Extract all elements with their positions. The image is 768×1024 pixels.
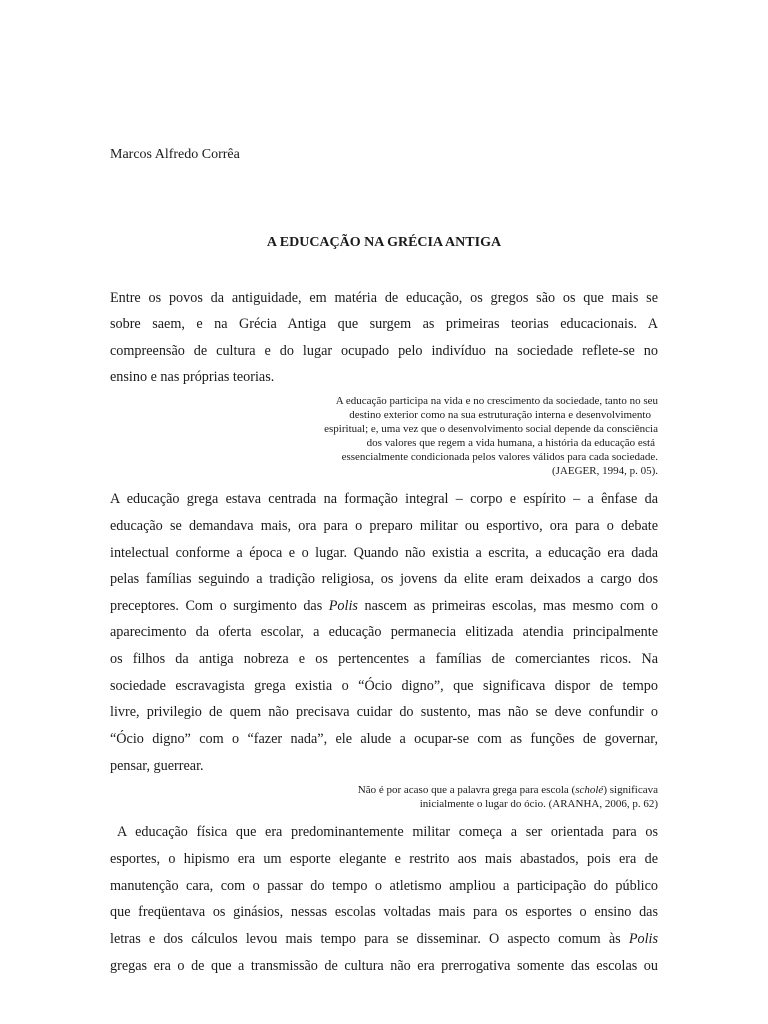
paragraph-3-line <box>110 930 658 948</box>
text-run: nascem as primeiras escolas, mas mesmo com o <box>357 598 658 614</box>
text-run: Não é por acaso que a palavra grega para escola ( <box>357 784 576 796</box>
italic-term-polis: Polis <box>328 598 358 614</box>
text-run: letras e dos cálculos levou mais tempo para se disseminar. O aspecto comum às <box>110 931 629 947</box>
paragraph-2-line: livre, privilegio de quem não precisava cuidar do sustento, mas não se deve confundir o <box>110 704 658 720</box>
text-run: ) significava <box>603 784 658 796</box>
paragraph-1-line: sobre saem, e na Grécia Antiga que surgem as primeiras teorias educacionais. A <box>110 316 658 332</box>
paragraph-2-line: sociedade escravagista grega existia o “Ócio digno”, que significava dispor de tempo <box>110 678 658 694</box>
paragraph-2-line: educação se demandava mais, ora para o preparo militar ou esportivo, ora para o debate <box>110 518 658 534</box>
document-title: A EDUCAÇÃO NA GRÉCIA ANTIGA <box>266 235 502 250</box>
paragraph-2-line: A educação grega estava centrada na formação integral – corpo e espírito – a ênfase da <box>110 491 658 507</box>
paragraph-1-line: compreensão de cultura e do lugar ocupado pelo indivíduo na sociedade reflete-se no <box>110 343 658 359</box>
block-quote-line <box>238 784 658 798</box>
paragraph-2-line: os filhos da antiga nobreza e os pertencentes a famílias de comerciantes ricos. Na <box>110 651 658 667</box>
paragraph-3-line: que freqüentava os ginásios, nessas escolas voltadas mais para os esportes o ensino das <box>110 904 658 920</box>
paragraph-3-line: A educação física que era predominantemente militar começa a ser orientada para os <box>117 824 658 840</box>
paragraph-2-line: intelectual conforme a época e o lugar. Quando não existia a escrita, a educação era dada <box>110 545 658 561</box>
paragraph-2-line: pensar, guerrear. <box>110 758 204 774</box>
paragraph-3-line: manutenção cara, com o passar do tempo o atletismo ampliou a participação do público <box>110 878 658 894</box>
paragraph-2-line: “Ócio digno” com o “fazer nada”, ele alude a ocupar-se com as funções de governar, <box>110 731 658 747</box>
paragraph-2-line: aparecimento da oferta escolar, a educação permanecia elitizada atendia principalmente <box>110 624 658 640</box>
block-quote-citation: (JAEGER, 1994, p. 05). <box>551 465 658 477</box>
paragraph-3-line: gregas era o de que a transmissão de cultura não era prerrogativa somente das escolas ou <box>110 958 658 974</box>
paragraph-3-line: esportes, o hipismo era um esporte elegante e restrito aos mais abastados, pois era de <box>110 851 658 867</box>
paragraph-1-line: ensino e nas próprias teorias. <box>110 369 275 385</box>
block-quote-citation: inicialmente o lugar do ócio. (ARANHA, 2006, p. 62) <box>419 798 658 810</box>
italic-term-schole: scholé <box>575 784 604 796</box>
block-quote-line: espiritual; e, uma vez que o desenvolvimento social depende da consciência <box>324 423 658 435</box>
paragraph-1-line: Entre os povos da antiguidade, em matéria de educação, os gregos são os que mais se <box>110 290 658 306</box>
author-name: Marcos Alfredo Corrêa <box>110 147 240 162</box>
paragraph-2-line <box>110 597 658 615</box>
paragraph-2-line: pelas famílias seguindo a tradição religiosa, os jovens da elite eram deixados a cargo dos <box>110 571 658 587</box>
text-run: preceptores. Com o surgimento das <box>110 598 329 614</box>
block-quote-line: essencialmente condicionada pelos valores válidos para cada sociedade. <box>341 451 658 463</box>
italic-term-polis: Polis <box>628 931 658 947</box>
block-quote-line: destino exterior como na sua estruturação interna e desenvolvimento <box>349 409 651 421</box>
block-quote-line: A educação participa na vida e no crescimento da sociedade, tanto no seu <box>335 395 658 407</box>
block-quote-line: dos valores que regem a vida humana, a história da educação está <box>366 437 655 449</box>
